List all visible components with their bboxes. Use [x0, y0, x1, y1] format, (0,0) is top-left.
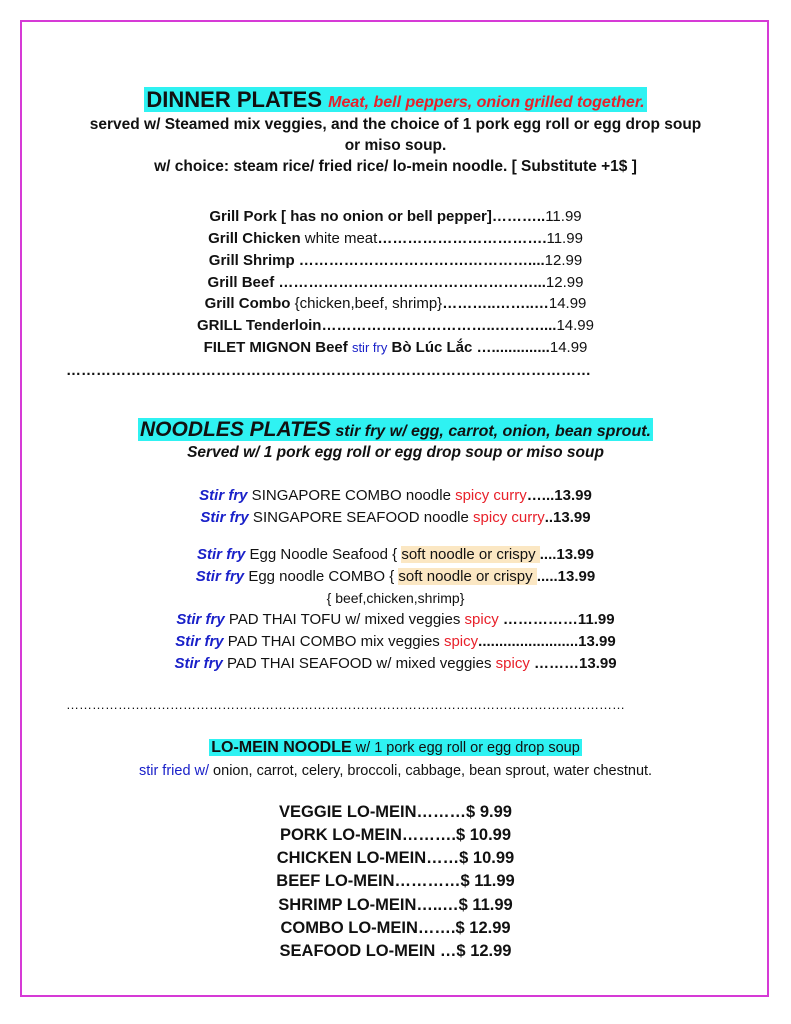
noodle-item-name: PAD THAI TOFU w/ mixed veggies [224, 611, 465, 628]
noodles-subtitle: Served w/ 1 pork egg roll or egg drop soup or miso soup [187, 444, 604, 461]
noodle-item-spicy: spicy curry [455, 487, 527, 504]
dinner-item [20, 208, 771, 225]
dinner-item [20, 317, 771, 334]
lomein-title: LO-MEIN NOODLE [211, 739, 352, 756]
noodle-item [20, 487, 771, 504]
dinner-title: DINNER PLATES [146, 87, 322, 112]
dinner-item-price: 14.99 [556, 317, 594, 334]
dinner-heading [20, 87, 771, 113]
lomein-desc-prefix: stir fried w/ [138, 763, 210, 779]
dinner-item-name: FILET MIGNON Beef [203, 339, 352, 356]
stir-fry-label: Stir fry [199, 487, 248, 504]
dinner-item-name: Grill Beef ……………………………………………... [207, 274, 546, 291]
lomein-item: COMBO LO-MEIN…….$ 12.99 [280, 919, 511, 937]
dinner-item-price: 11.99 [545, 208, 582, 225]
dinner-item-name: Grill Combo [204, 295, 291, 312]
noodle-item-price: ....13.99 [539, 546, 594, 563]
dinner-item-leader: ……………………………. [377, 230, 547, 247]
lomein-item: VEGGIE LO-MEIN………$ 9.99 [279, 803, 512, 821]
noodle-item-name: PAD THAI COMBO mix veggies [223, 633, 444, 650]
noodle-item-price: .....13.99 [536, 568, 596, 585]
dinner-item-name: Grill Pork [ has no onion or bell pepper]……….. [209, 208, 546, 225]
lomein-item: PORK LO-MEIN……….$ 10.99 [279, 826, 512, 844]
noodle-item-spicy: spicy [495, 655, 530, 672]
noodle-item-name: SINGAPORE COMBO noodle [247, 487, 456, 504]
noodle-item [20, 568, 771, 585]
dinner-item-name: Grill Chicken [208, 230, 301, 247]
dinner-item [20, 230, 771, 247]
dinner-item-price: 12.99 [544, 252, 583, 269]
dinner-item-price: 14.99 [548, 295, 587, 312]
noodle-item-spicy: spicy [443, 633, 479, 650]
lomein-heading [20, 739, 771, 757]
noodle-item-name: PAD THAI SEAFOOD w/ mixed veggies [222, 655, 496, 672]
divider: ………………………………………………………………………………………………………………… [66, 697, 625, 712]
dinner-item-leader: Bò Lúc Lắc ….............. [387, 339, 550, 356]
noodle-item-spicy: spicy curry [473, 509, 545, 526]
noodle-item-price: ........................13.99 [478, 633, 616, 650]
lomein-desc [20, 763, 771, 779]
lomein-desc-text: onion, carrot, celery, broccoli, cabbage, bean sprout, water chestnut. [209, 763, 653, 779]
dinner-item [20, 295, 771, 312]
stir-fry-label: Stir fry [195, 568, 245, 585]
noodles-tagline: stir fry w/ egg, carrot, onion, bean sprout. [330, 423, 651, 440]
dinner-tagline: Meat, bell peppers, onion grilled together. [328, 94, 645, 111]
noodle-item-price: ..13.99 [544, 509, 591, 526]
dinner-item-name: Grill Shrimp …………………………….………….... [208, 252, 545, 269]
dinner-desc-3: w/ choice: steam rice/ fried rice/ lo-mein noodle. [ Substitute +1$ ] [154, 158, 637, 175]
dinner-item-note: {chicken,beef, shrimp} [290, 295, 443, 312]
noodle-item-price: ………13.99 [529, 655, 617, 672]
noodle-item-price: ……………11.99 [498, 611, 615, 628]
noodle-item [20, 633, 771, 650]
divider: …………………………………………………………………………………………… [66, 362, 591, 379]
dinner-item-price: 14.99 [549, 339, 588, 356]
stir-fry-label: Stir fry [175, 633, 224, 650]
dinner-item-price: 12.99 [545, 274, 584, 291]
lomein-item: BEEF LO-MEIN…………$ 11.99 [276, 872, 515, 890]
dinner-item-name: GRILL Tenderloin……………………………..……….... [197, 317, 557, 334]
dinner-item [20, 274, 771, 291]
noodle-item [20, 655, 771, 672]
lomein-item: SHRIMP LO-MEIN…..…$ 11.99 [278, 896, 513, 914]
dinner-item-price: 11.99 [546, 230, 583, 247]
noodles-title: NOODLES PLATES [139, 418, 331, 441]
lomein-item: CHICKEN LO-MEIN……$ 10.99 [276, 849, 515, 867]
dinner-item [20, 252, 771, 269]
lomein-item: SEAFOOD LO-MEIN …$ 12.99 [279, 942, 512, 960]
noodle-item [20, 611, 771, 628]
dinner-item-leader: ………..……..… [442, 295, 549, 312]
dinner-item-filet [20, 339, 771, 356]
noodle-item-price: …...13.99 [526, 487, 592, 504]
noodle-item [20, 509, 771, 526]
noodle-item-name: Egg Noodle Seafood { [245, 546, 402, 563]
lomein-tagline: w/ 1 pork egg roll or egg drop soup [351, 740, 580, 756]
noodle-item [20, 546, 771, 563]
dinner-item-note: white meat [300, 230, 378, 247]
stir-fry-label: Stir fry [174, 655, 223, 672]
noodle-item-name: SINGAPORE SEAFOOD noodle [248, 509, 474, 526]
egg-noodle-note: { beef,chicken,shrimp} [326, 590, 465, 606]
dinner-item-note: stir fry [351, 340, 388, 355]
noodles-heading [20, 418, 771, 442]
dinner-desc-2: or miso soup. [344, 137, 447, 154]
noodle-item-spicy: spicy [464, 611, 499, 628]
dinner-desc-1: served w/ Steamed mix veggies, and the choice of 1 pork egg roll or egg drop soup [89, 116, 702, 133]
stir-fry-label: Stir fry [197, 546, 246, 563]
noodle-item-option: soft noodle or crispy [398, 568, 537, 585]
stir-fry-label: Stir fry [176, 611, 225, 628]
noodle-item-name: Egg noodle COMBO { [244, 568, 399, 585]
stir-fry-label: Stir fry [200, 509, 249, 526]
noodle-item-option: soft noodle or crispy [401, 546, 540, 563]
